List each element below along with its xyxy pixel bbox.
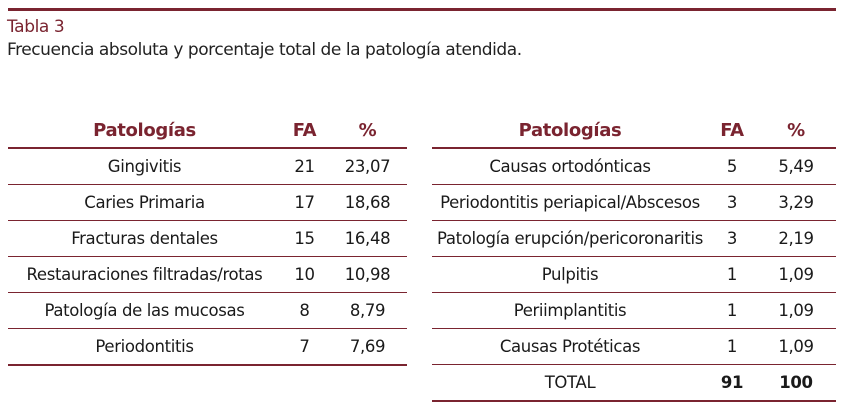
table-caption-title: Frecuencia absoluta y porcentaje total de la patología atendida.: [7, 40, 522, 60]
total-row: [432, 365, 836, 400]
table-row: [8, 185, 407, 221]
table-row: [8, 149, 407, 185]
cell-percent: 1,09: [778, 301, 814, 320]
cell-total-percent: 100: [779, 373, 813, 392]
left-table-header: [8, 113, 407, 147]
cell-percent: 18,68: [344, 193, 391, 212]
table-row: [8, 257, 407, 293]
right-table-header: [432, 113, 836, 147]
table-row: [432, 185, 836, 221]
table-row: [432, 293, 836, 329]
cell-pathology: Patología de las mucosas: [44, 301, 245, 320]
cell-percent: 1,09: [778, 265, 814, 284]
cell-fa: 3: [726, 229, 738, 248]
cell-fa: 3: [726, 193, 738, 212]
cell-percent: 3,29: [778, 193, 814, 212]
cell-fa: 21: [294, 157, 315, 176]
cell-percent: 10,98: [344, 265, 391, 284]
table-row: [432, 329, 836, 365]
cell-percent: 23,07: [344, 157, 391, 176]
right-table: [432, 113, 836, 402]
cell-percent: 7,69: [349, 337, 386, 356]
cell-fa: 1: [726, 265, 738, 284]
bottom-rule: [432, 400, 836, 402]
header-fa: FA: [292, 119, 317, 141]
top-rule: [8, 8, 836, 11]
cell-pathology: Caries Primaria: [84, 193, 205, 212]
table-row: [432, 149, 836, 185]
cell-pathology: Periimplantitis: [513, 301, 627, 320]
cell-fa: 7: [299, 337, 310, 356]
cell-fa: 10: [294, 265, 315, 284]
cell-percent: 5,49: [778, 157, 814, 176]
header-percent: %: [787, 119, 805, 141]
header-patologias: Patologías: [93, 119, 196, 141]
table-row: [8, 293, 407, 329]
header-patologias: Patologías: [518, 119, 622, 141]
cell-fa: 8: [299, 301, 310, 320]
cell-total-label: TOTAL: [544, 373, 596, 392]
table-row: [8, 221, 407, 257]
cell-percent: 16,48: [344, 229, 391, 248]
cell-pathology: Causas Protéticas: [499, 337, 641, 356]
cell-pathology: Causas ortodónticas: [489, 157, 651, 176]
cell-percent: 2,19: [778, 229, 814, 248]
cell-total-fa: 91: [720, 373, 744, 392]
cell-pathology: Periodontitis: [95, 337, 194, 356]
table-caption-label: Tabla 3: [7, 17, 65, 37]
cell-fa: 1: [726, 337, 738, 356]
cell-percent: 8,79: [349, 301, 386, 320]
cell-pathology: Gingivitis: [107, 157, 182, 176]
table-row: [432, 257, 836, 293]
cell-percent: 1,09: [778, 337, 814, 356]
right-table-body: [432, 149, 836, 400]
table-row: [432, 221, 836, 257]
left-table-body: [8, 149, 407, 364]
cell-pathology: Restauraciones filtradas/rotas: [26, 265, 263, 284]
cell-pathology: Pulpitis: [541, 265, 599, 284]
cell-fa: 15: [294, 229, 315, 248]
cell-fa: 1: [726, 301, 738, 320]
cell-fa: 17: [294, 193, 315, 212]
cell-pathology: Patología erupción/pericoronaritis: [437, 229, 703, 248]
left-table: [8, 113, 407, 366]
cell-fa: 5: [726, 157, 738, 176]
header-percent: %: [358, 119, 377, 141]
cell-pathology: Fracturas dentales: [71, 229, 218, 248]
cell-pathology: Periodontitis periapical/Abscesos: [440, 193, 700, 212]
table-row: [8, 329, 407, 364]
header-fa: FA: [720, 119, 744, 141]
bottom-rule: [8, 364, 407, 366]
